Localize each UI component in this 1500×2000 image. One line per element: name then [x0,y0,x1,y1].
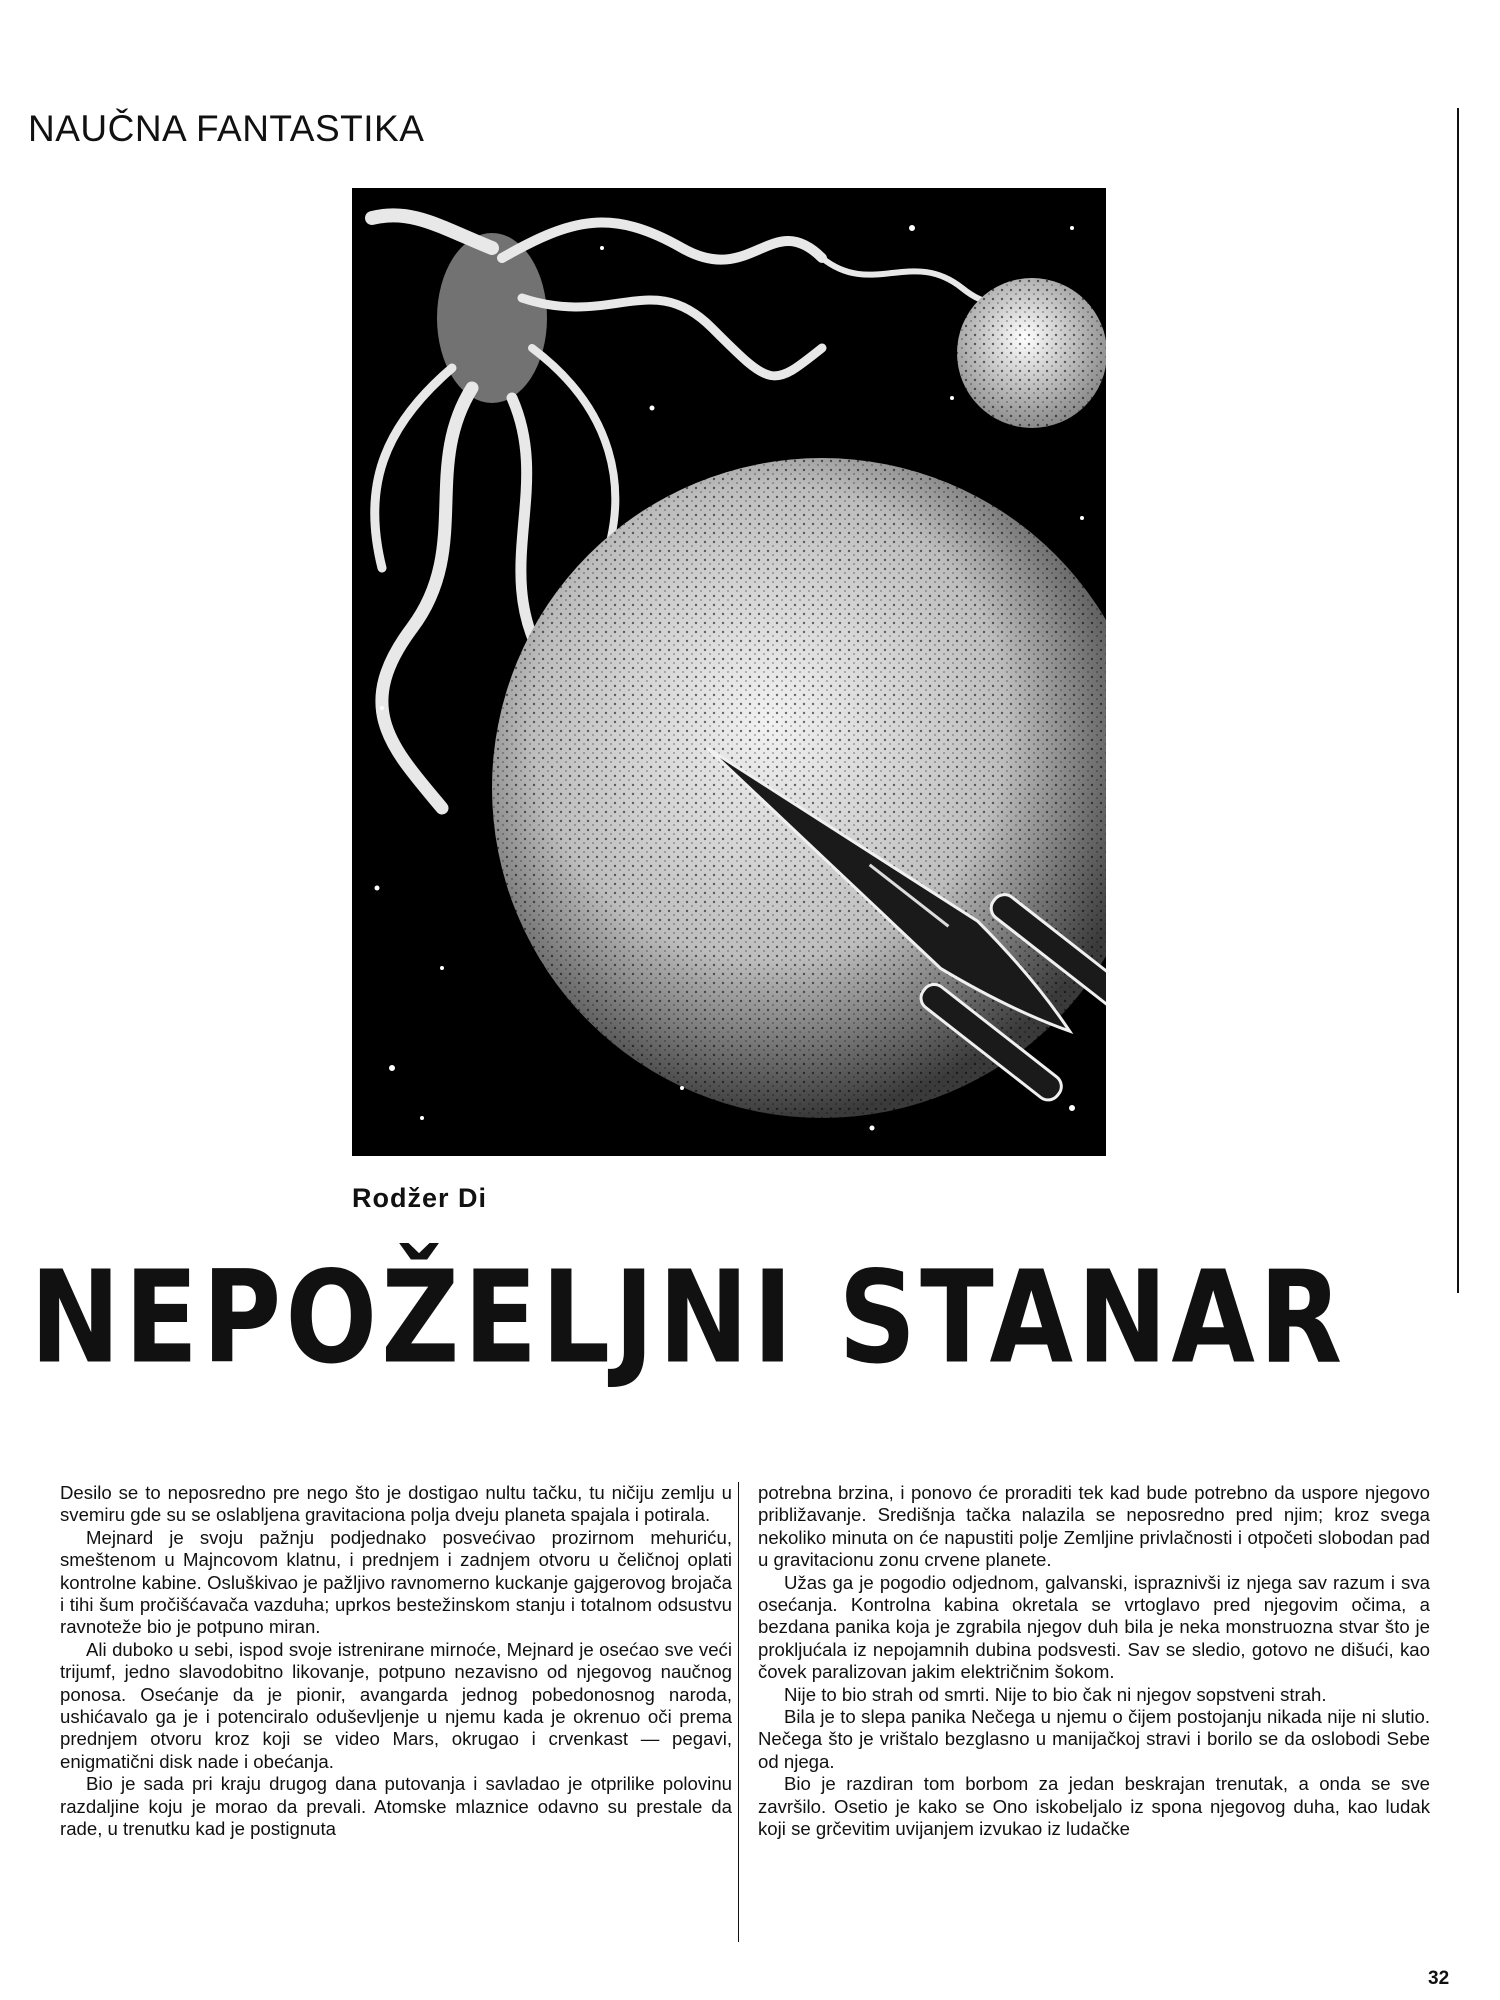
moon [957,278,1106,428]
vertical-rule [1457,108,1459,1293]
paragraph: potrebna brzina, i ponovo će proraditi tek kad bude potrebno da uspore njegovo približavanje. Središnja tačka nalazila se neposredno pred njim; kroz svega nekoliko minuta on će napustiti polje Zemljine privlačnosti i otpočeti slobodan pad u gravitacionu zonu crvene planete. [758,1482,1430,1571]
paragraph: Desilo se to neposredno pre nego što je dostigao nultu tačku, tu ničiju zemlju u svemiru gde su se oslabljena gravitaciona polja dveju planeta spajala i potirala. [60,1482,732,1526]
article-column-right [758,1482,1430,1841]
section-label: NAUČNA FANTASTIKA [28,108,425,149]
illustration-rocket-planet [352,188,1106,1156]
paragraph: Nije to bio strah od smrti. Nije to bio čak ni njegov sopstveni strah. [784,1683,1327,1705]
paragraph: Mejnard je svoju pažnju podjednako posvećivao prozirnom mehuriću, smeštenom u Majncovom klatnu, i prednjem i zadnjem otvoru u čeličnoj oplati kontrolne kabine. Osluškivao je pažljivo ravnomerno kuckanje gajgerovog brojača i tihi šum pročišćavača vazduha; uprkos bestežinskom stanju i totalnom odsustvu ravnoteže bio je potpuno miran. [60,1526,732,1638]
article-column-left [60,1482,732,1841]
page-number: 32 [1428,1968,1450,1989]
column-divider [738,1482,739,1942]
paragraph: Ali duboko u sebi, ispod svoje istrenirane mirnoće, Mejnard je osećao sve veći trijumf, jedno slavodobitno likovanje, potpuno nezavisno od njegovog naučnog ponosa. Osećanje da je pionir, avangarda jednog pobedonosnog naroda, ushićavalo ga je i potenciralo oduševljenje u njemu kada je okrenuo oči prema prednjem otvoru kroz koji se video Mars, okrugao i crvenkast — pegavi, enigmatični disk nade i obećanja. [60,1638,732,1772]
paragraph: Bio je razdiran tom borbom za jedan beskrajan trenutak, a onda se sve završilo. Osetio je kako se Ono iskobeljalo iz spona njegovog duha, kao ludak koji se grčevitim uvijanjem izvukao iz ludačke [758,1773,1430,1840]
author-name: Rodžer Di [352,1183,488,1213]
space-illustration [352,188,1106,1156]
article-title: NEPOŽELJNI STANAR [30,1244,1347,1393]
paragraph: Bio je sada pri kraju drugog dana putovanja i savladao je otprilike polovinu razdaljine koju je morao da prevali. Atomske mlaznice odavno su prestale da rade, u trenutku kad je postignuta [60,1773,732,1840]
paragraph: Užas ga je pogodio odjednom, galvanski, ispraznivši iz njega sav razum i sva osećanja. Kontrolna kabina okretala se vrtoglavo pred njegovim očima, a bezdana panika koja je zgrabila njegov duh bila je neka monstruozna stvar što je prokljućala iz nepojamnih dubina podsvesti. Sav se sledio, gotovo ne dišući, kao čovek paralizovan jakim električnim šokom. [758,1571,1430,1683]
paragraph: Bila je to slepa panika Nečega u njemu o čijem postojanju nikada nije ni slutio. Nečega što je vrištalo bezglasno u manijačkoj stravi i borilo se da oslobodi Sebe od njega. [758,1706,1430,1772]
